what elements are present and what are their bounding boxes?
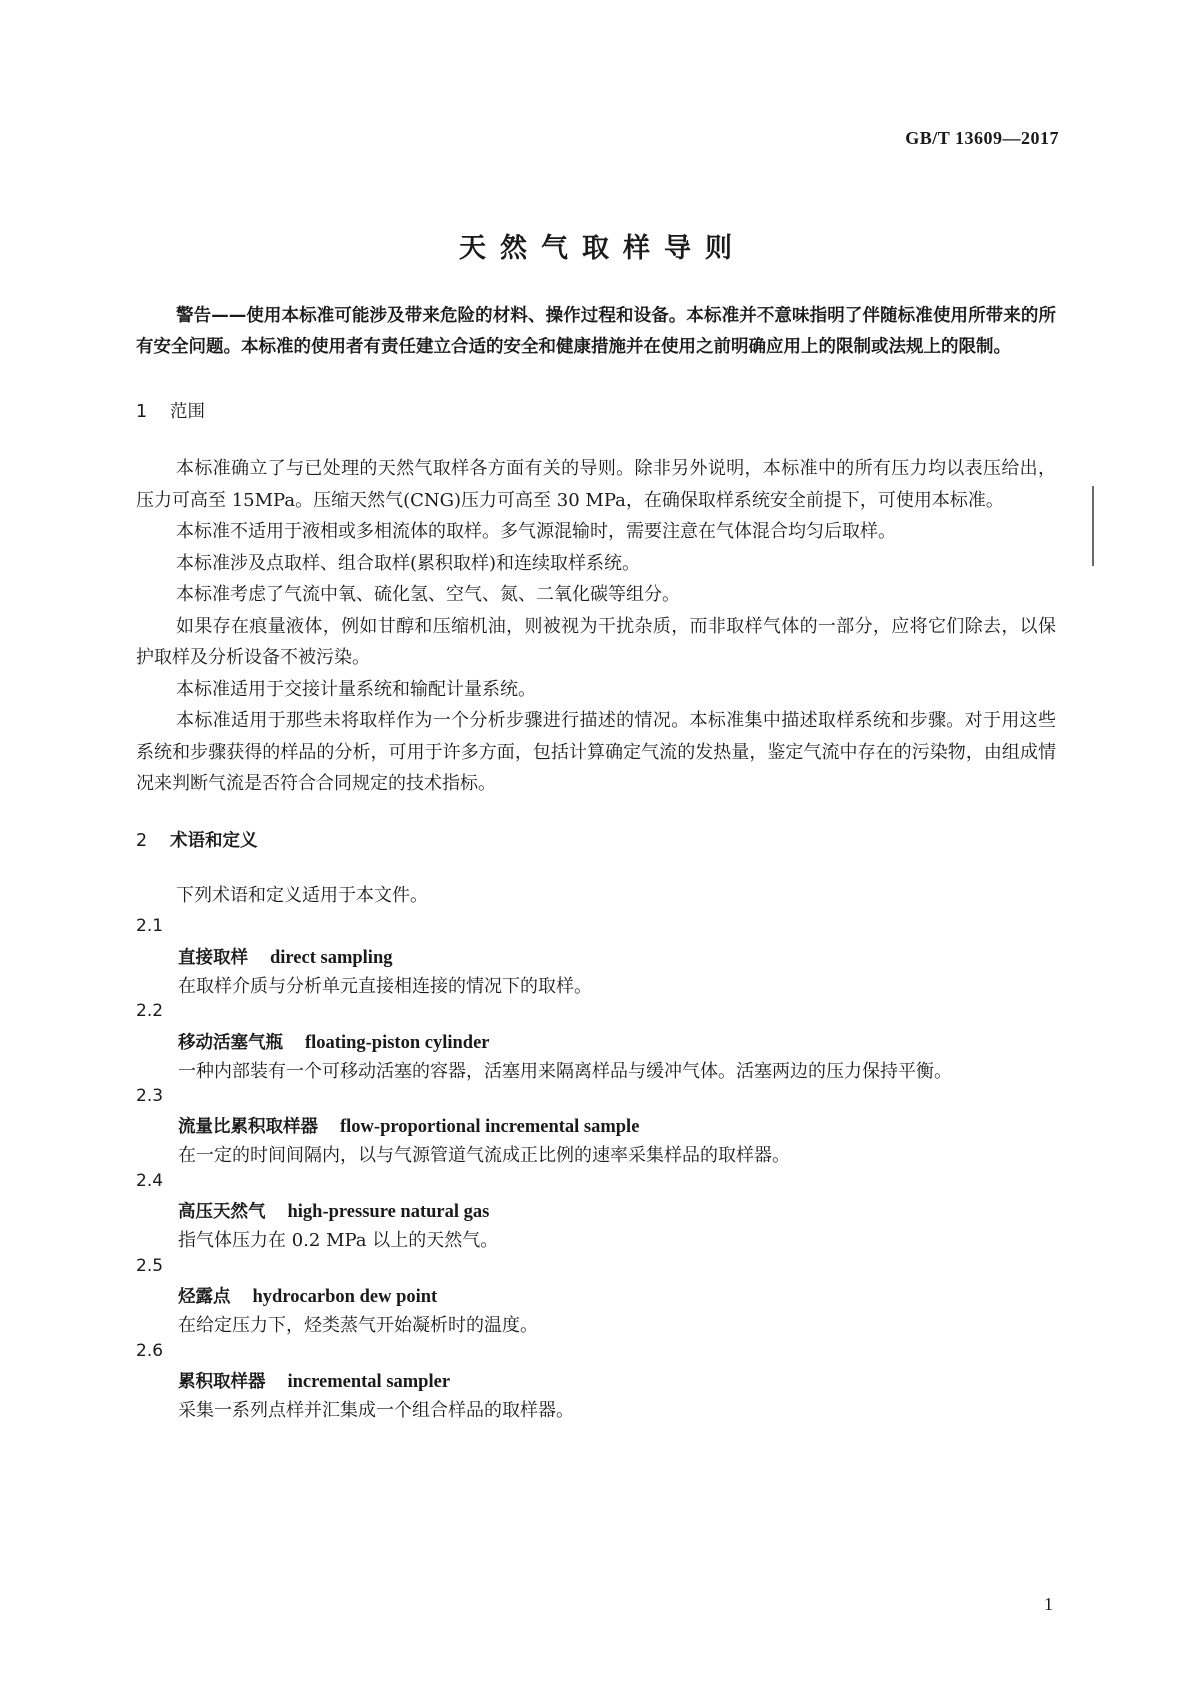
term-name [178,1029,490,1054]
section-2-number: 2 [136,831,148,851]
change-bar [1092,486,1094,566]
term-definition: 在取样介质与分析单元直接相连接的情况下的取样。 [178,976,592,997]
term-number: 2.5 [136,1256,164,1276]
term-definition: 在给定压力下，烃类蒸气开始凝析时的温度。 [178,1315,538,1336]
term-name-en: incremental sampler [287,1372,451,1392]
section-1-paragraph: 本标准涉及点取样、组合取样(累积取样)和连续取样系统。 [176,552,641,574]
term-number: 2.4 [136,1171,164,1191]
term-name-zh: 直接取样 [178,948,248,968]
term-name-en: high-pressure natural gas [287,1202,490,1222]
section-1-paragraph: 本标准不适用于液相或多相流体的取样。多气源混输时，需要注意在气体混合均匀后取样。 [176,521,896,542]
term-name-zh: 高压天然气 [178,1202,266,1222]
section-1-paragraph: 如果存在痕量液体，例如甘醇和压缩机油，则被视为干扰杂质，而非取样气体的一部分，应将它们除去，以保护取样及分析设备不被污染。 [136,615,1056,668]
term-name-zh: 移动活塞气瓶 [178,1033,283,1053]
term-number: 2.3 [136,1086,164,1106]
section-2-intro-block [136,880,1056,912]
section-2-intro: 下列术语和定义适用于本文件。 [176,885,428,906]
term-name-zh: 累积取样器 [178,1372,266,1392]
term-definition: 指气体压力在 0.2 MPa 以上的天然气。 [178,1230,499,1251]
warning-paragraph: 警告——使用本标准可能涉及带来危险的材料、操作过程和设备。本标准并不意味指明了伴随标准使用所带来的所有安全问题。本标准的使用者有责任建立合适的安全和健康措施并在使用之前明确应用上的限制或法规上的限制。 [136,306,1056,357]
section-1-paragraph: 本标准适用于交接计量系统和输配计量系统。 [176,678,536,700]
term-name [178,944,392,969]
term-name-en: floating-piston cylinder [305,1033,490,1053]
section-2-title: 术语和定义 [170,831,258,851]
term-definition: 采集一系列点样并汇集成一个组合样品的取样器。 [178,1400,574,1421]
section-1-body [136,453,1056,800]
section-1-number: 1 [136,402,148,422]
term-number: 2.1 [136,916,164,936]
term-name-zh: 烃露点 [178,1287,231,1307]
term-definition: 在一定的时间间隔内，以与气源管道气流成正比例的速率采集样品的取样器。 [178,1145,790,1166]
page-number: 1 [1044,1594,1053,1614]
term-name [178,1283,437,1308]
term-name [178,1368,450,1393]
section-1-paragraph: 本标准适用于那些未将取样作为一个分析步骤进行描述的情况。本标准集中描述取样系统和步骤。对于用这些系统和步骤获得的样品的分析，可用于许多方面，包括计算确定气流的发热量，鉴定气流中存在的污染物，由组成情况来判断气流是否符合合同规定的技术指标。 [136,710,1056,794]
term-name [178,1198,489,1223]
section-1-paragraph: 本标准考虑了气流中氧、硫化氢、空气、氮、二氧化碳等组分。 [176,584,680,605]
term-name-zh: 流量比累积取样器 [178,1117,318,1137]
term-name-en: direct sampling [270,948,393,968]
section-1-paragraph: 本标准确立了与已处理的天然气取样各方面有关的导则。除非另外说明，本标准中的所有压力均以表压给出，压力可高至 15MPa。压缩天然气(CNG)压力可高至 30 MPa，在确保取样系统安全前提下，可使用本标准。 [136,458,1056,511]
section-2-heading [136,827,258,852]
term-number: 2.6 [136,1341,164,1361]
term-number: 2.2 [136,1001,164,1021]
term-definition: 一种内部装有一个可移动活塞的容器，活塞用来隔离样品与缓冲气体。活塞两边的压力保持平衡。 [178,1061,952,1082]
term-name-en: flow-proportional incremental sample [340,1117,640,1137]
standard-code: GB/T 13609—2017 [905,128,1059,148]
document-title: 天然气取样导则 [459,233,746,264]
section-1-title: 范围 [170,402,205,422]
term-name-en: hydrocarbon dew point [252,1287,438,1307]
section-1-heading [136,398,205,423]
term-name [178,1113,639,1138]
